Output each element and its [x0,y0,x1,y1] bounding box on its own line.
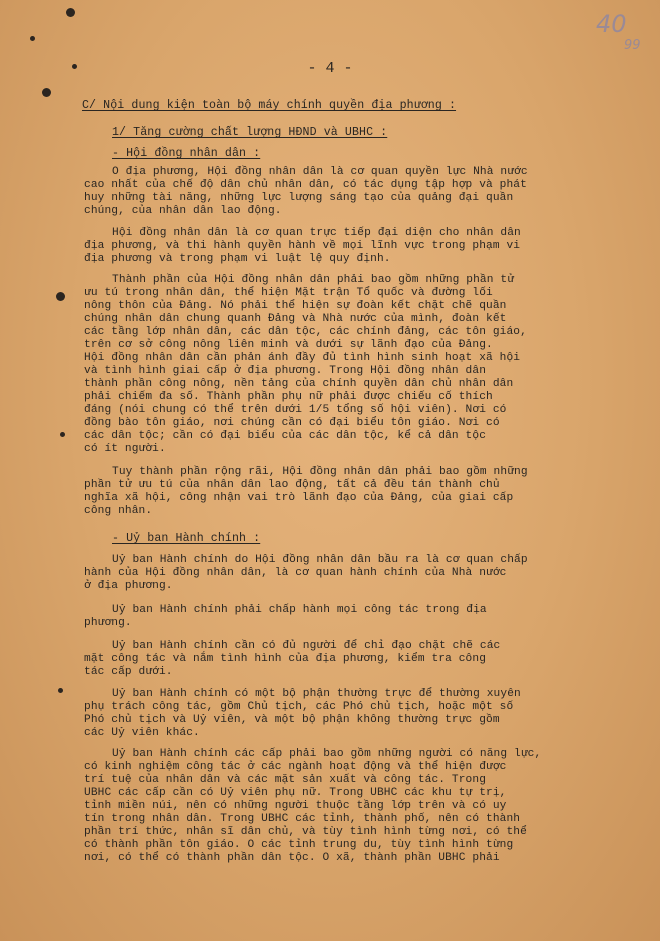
text-line: cao nhất của chế độ dân chủ nhân dân, có tác dụng tập hợp và phát [84,179,527,191]
text-line: phụ trách công tác, gồm Chủ tịch, các Phó chủ tịch, hoặc một số [84,701,514,713]
punch-hole [58,688,63,693]
punch-hole [42,88,51,97]
text-line: đáng (nói chung có thể trên dưới 1/5 tổng số hội viên). Nơi có [84,404,507,416]
punch-hole [60,432,65,437]
text-line: chúng, của nhân dân lao động. [84,205,282,217]
text-line: tín trong nhân dân. Trong UBHC các tỉnh, thành phố, nên có thành [84,813,521,825]
text-line: địa phương và trong phạm vi luật lệ quy định. [84,253,391,265]
text-line: địa phương, và thi hành quyền hành về mọi lĩnh vực trong phạm vi [84,240,521,252]
text-line: Uỷ ban Hành chính các cấp phải bao gồm những người có năng lực, [112,748,542,760]
punch-hole [30,36,35,41]
text-line: có thành phần tôn giáo. O các tỉnh trung du, tùy tình hình từng [84,839,514,851]
text-line: Uỷ ban Hành chính do Hội đồng nhân dân bầu ra là cơ quan chấp [112,554,528,566]
text-line: Phó chủ tịch và Uỷ viên, và một bộ phận không thường trực gồm [84,714,500,726]
text-line: O địa phương, Hội đồng nhân dân là cơ quan quyền lực Nhà nước [112,166,528,178]
section-heading: C/ Nội dung kiện toàn bộ máy chính quyền địa phương : [82,99,457,112]
heading-uy-ban-hanh-chinh: - Uỷ ban Hành chính : [112,532,261,545]
text-line: thành phần công nông, nền tảng của chính quyền dân chủ nhân dân [84,378,514,390]
heading-hoi-dong-nhan-dan: - Hội đồng nhân dân : [112,147,261,160]
text-line: các Uỷ viên khác. [84,727,200,739]
text-line: hành của Hội đồng nhân dân, là cơ quan hành chính của Nhà nước [84,567,507,579]
text-line: Thành phần của Hội đồng nhân dân phải bao gồm những phần tử [112,274,515,286]
punch-hole [66,8,75,17]
text-line: ở địa phương. [84,580,173,592]
text-line: phải chiếm đa số. Thành phần phụ nữ phải được chiếu cố thích [84,391,493,403]
text-line: phần trí thức, nhân sĩ dân chủ, và tùy tình hình từng nơi, có thể [84,826,527,838]
subsection-heading: 1/ Tăng cường chất lượng HĐND và UBHC : [112,126,388,139]
text-line: tỉnh miền núi, nên có những người thuộc tầng lớp trên và có uy [84,800,507,812]
text-line: phương. [84,617,132,629]
text-line: chúng nhân dân chung quanh Đảng và Nhà nước của mình, đoàn kết [84,313,507,325]
punch-hole [56,292,65,301]
text-line: có ít người. [84,443,166,455]
text-line: các tầng lớp nhân dân, các dân tộc, các chính đảng, các tôn giáo, [84,326,527,338]
text-line: UBHC các cấp cần có Uỷ viên phụ nữ. Trong UBHC các khu tự trị, [84,787,507,799]
text-line: Uỷ ban Hành chính cần có đủ người để chỉ đạo chặt chẽ các [112,640,501,652]
text-line: các dân tộc; cần có đại biểu của các dân tộc, kể cả dân tộc [84,430,487,442]
text-line: Hội đồng nhân dân là cơ quan trực tiếp đại diện cho nhân dân [112,227,521,239]
text-line: Tuy thành phần rộng rãi, Hội đồng nhân dân phải bao gồm những [112,466,528,478]
text-line: mặt công tác và nắm tình hình của địa phương, kiểm tra công [84,653,487,665]
text-line: nơi, có thể có thành phần dân tộc. O xã, thành phần UBHC phải [84,852,500,864]
text-line: trí tuệ của nhân dân và các mặt sản xuất và công tác. Trong [84,774,487,786]
text-line: nghĩa xã hội, công nhận vai trò lãnh đạo của Đảng, của giai cấp [84,492,514,504]
text-line: Hội đồng nhân dân cần phản ánh đầy đủ tình hình sinh hoạt xã hội [84,352,521,364]
text-line: công nhân. [84,505,153,517]
handwritten-number: 99 [624,38,641,53]
text-line: đồng bào tôn giáo, nơi chúng cần có đại biểu tôn giáo. Nơi có [84,417,500,429]
text-line: phần tử ưu tú của nhân dân lao động, tất cả đều tán thành chủ [84,479,500,491]
handwritten-number: 40 [596,10,627,38]
text-line: trên cơ sở công nông liên minh và dưới sự lãnh đạo của Đảng. [84,339,493,351]
text-line: Uỷ ban Hành chính có một bộ phận thường trực để thường xuyên [112,688,521,700]
text-line: tác cấp dưới. [84,666,173,678]
text-line: Uỷ ban Hành chính phải chấp hành mọi công tác trong địa [112,604,487,616]
text-line: huy những tài năng, những lực lượng sáng tạo của quảng đại quần [84,192,514,204]
text-line: ưu tú trong nhân dân, thể hiện Mặt trận Tổ quốc và đường lối [84,287,493,299]
text-line: và tình hình giai cấp ở địa phương. Trong Hội đồng nhân dân [84,365,487,377]
text-line: nông thôn của Đảng. Nó phải thể hiện sự đoàn kết chặt chẽ quần [84,300,507,312]
text-line: có kinh nghiệm công tác ở các ngành hoạt động và thể hiện được [84,761,507,773]
page-number: - 4 - [307,60,353,77]
